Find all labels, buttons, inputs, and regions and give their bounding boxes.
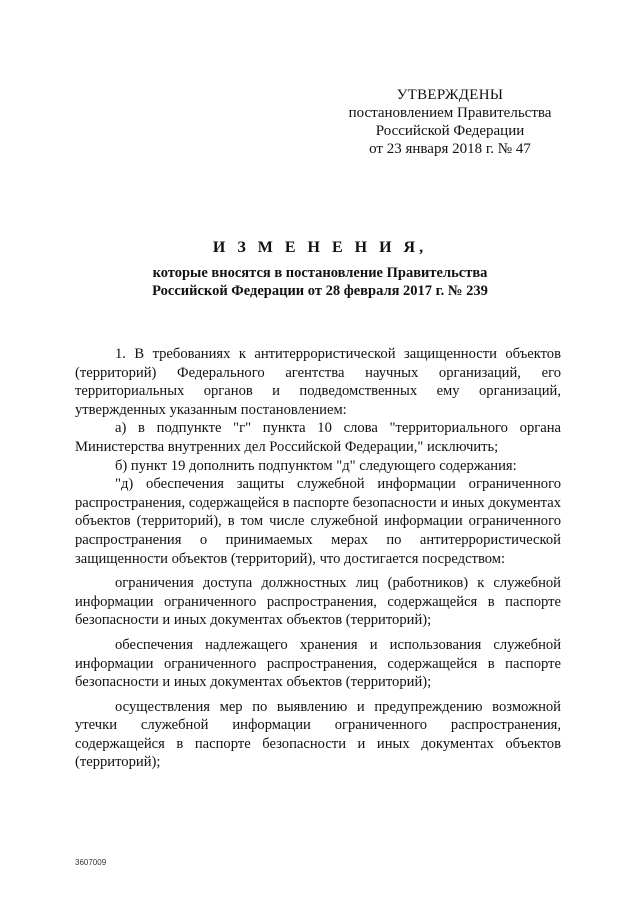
- approval-line-2: Российской Федерации: [375, 123, 525, 139]
- paragraph-5: ограничения доступа должностных лиц (работников) к служебной информации ограниченного распространения, содержащейся в паспорте безопасности и иных документах объектов (территорий);: [75, 575, 561, 629]
- paragraph-1: 1. В требованиях к антитеррористической защищенности объектов (территорий) Федерального агентства научных организаций, его территориальных органов и подведомственных ему организаций, утвержденных указанным постановлением:: [75, 346, 561, 418]
- heading-subtitle-2: Российской Федерации от 28 февраля 2017 г. № 239: [152, 283, 488, 299]
- heading-title: И З М Е Н Е Н И Я,: [212, 239, 428, 256]
- approval-line-1: постановлением Правительства: [348, 105, 552, 121]
- document-body: [75, 345, 561, 772]
- document-code: 3607009: [75, 858, 107, 867]
- paragraph-2: а) в подпункте "г" пункта 10 слова "территориального органа Министерства внутренних дел Российской Федерации," исключить;: [75, 420, 561, 455]
- heading-subtitle-1: которые вносятся в постановление Правительства: [152, 265, 488, 281]
- paragraph-6: обеспечения надлежащего хранения и использования служебной информации ограниченного распространения, содержащейся в паспорте безопасности и иных документах объектов (территорий);: [75, 636, 561, 691]
- paragraph-3: б) пункт 19 дополнить подпунктом "д" следующего содержания:: [115, 457, 517, 474]
- approval-title: УТВЕРЖДЕНЫ: [396, 87, 504, 103]
- paragraph-4: "д) обеспечения защиты служебной информации ограниченного распространения, содержащейся в паспорте безопасности и иных документах объектов (территорий), в том числе служебной информации ограниченного распространения о принимаемых мерах по антитеррористической защищенности объектов (территорий), что достигается посредством:: [75, 476, 561, 567]
- paragraph-7: осуществления мер по выявлению и предупреждению возможной утечки служебной информации ограниченного распространения, содержащейся в паспорте безопасности и иных документах объектов (территорий);: [75, 698, 561, 771]
- approval-block: [340, 86, 560, 158]
- approval-line-3: от 23 января 2018 г. № 47: [369, 141, 531, 157]
- document-heading: [60, 238, 580, 300]
